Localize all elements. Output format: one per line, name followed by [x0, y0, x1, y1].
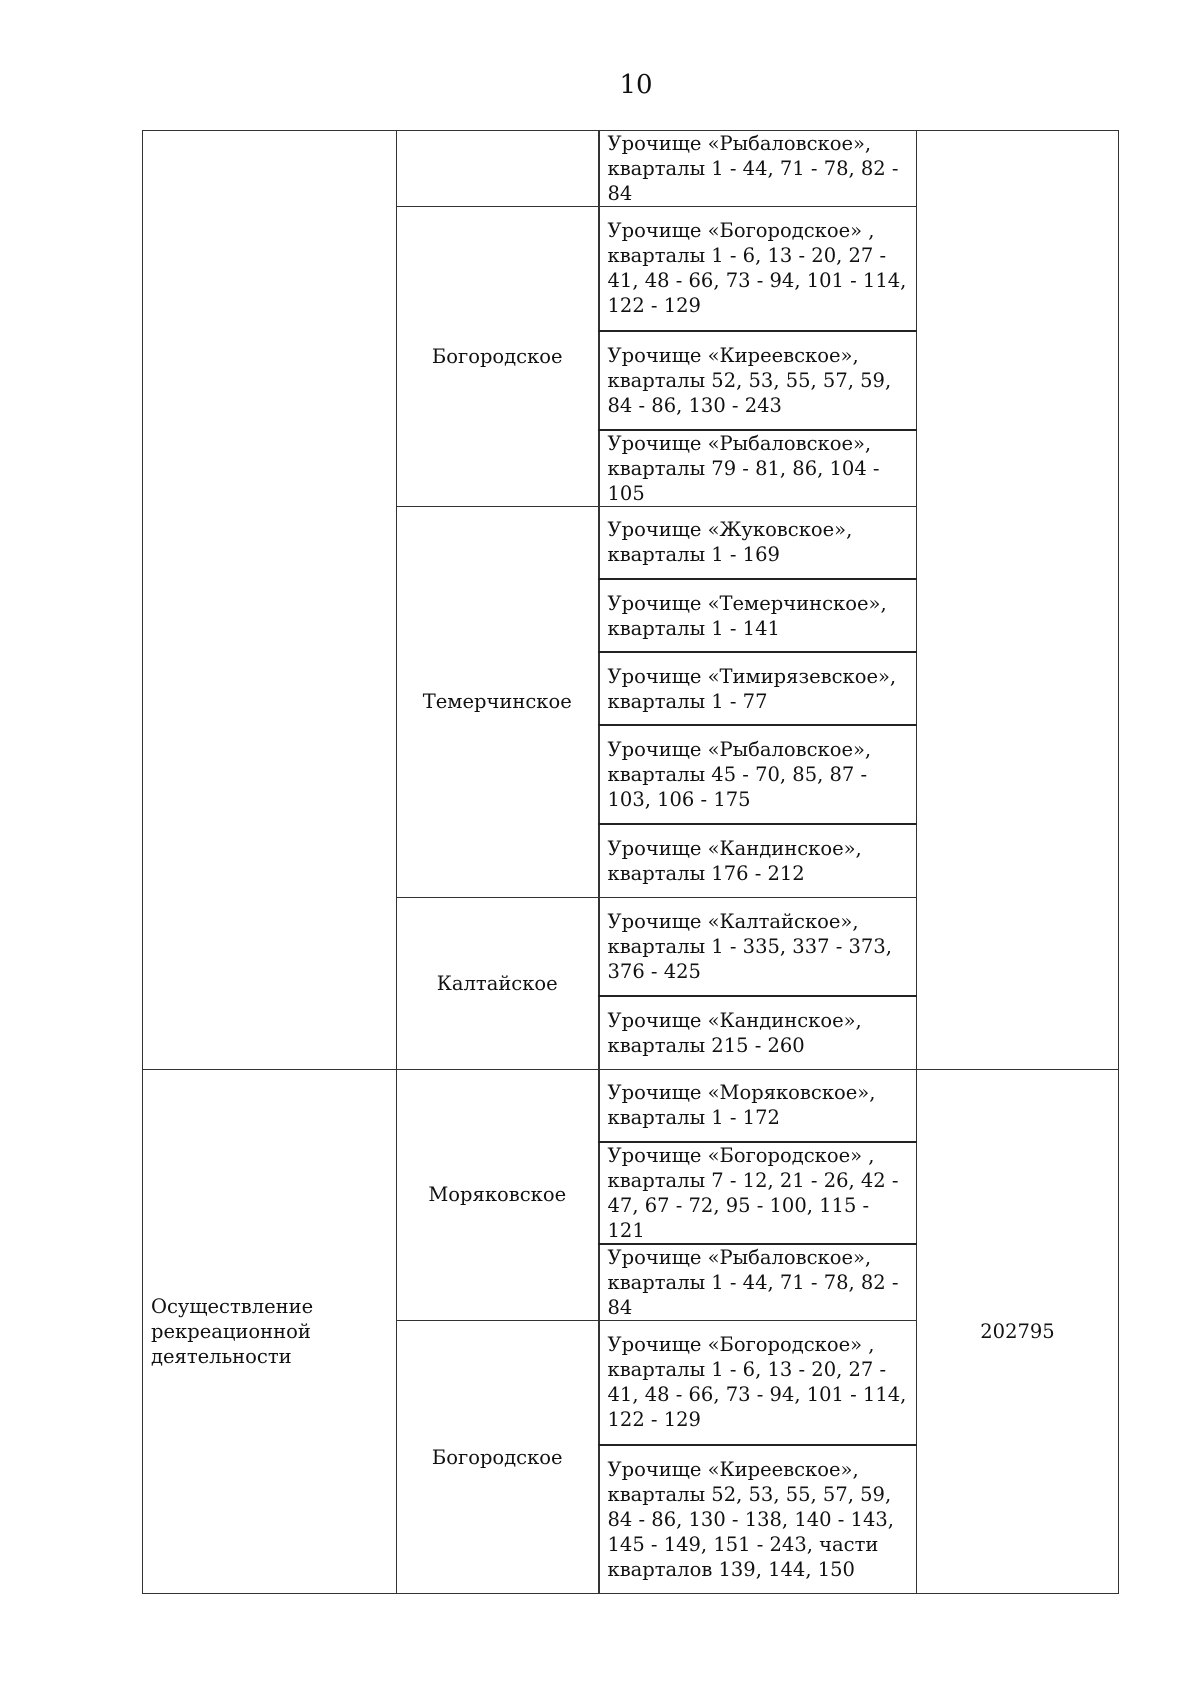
forestry-cell: Моряковское — [397, 1069, 599, 1321]
forestry-cell: Богородское — [397, 207, 599, 507]
tract-cell: Урочище «Калтайское», кварталы 1 - 335, 337 - 373, 376 - 425 — [599, 897, 917, 996]
page-number: 10 — [619, 70, 653, 100]
tract-cell: Урочище «Богородское» , кварталы 7 - 12, 21 - 26, 42 - 47, 67 - 72, 95 - 100, 115 - 121 — [599, 1142, 917, 1244]
tract-cell: Урочище «Рыбаловское», кварталы 1 - 44, 71 - 78, 82 - 84 — [599, 131, 917, 207]
tract-cell: Урочище «Моряковское», кварталы 1 - 172 — [599, 1069, 917, 1142]
area-cell — [917, 131, 1119, 1070]
tract-cell: Урочище «Киреевское», кварталы 52, 53, 55, 57, 59, 84 - 86, 130 - 243 — [599, 331, 917, 430]
tract-cell: Урочище «Тимирязевское», кварталы 1 - 77 — [599, 652, 917, 725]
tract-cell: Урочище «Кандинское», кварталы 176 - 212 — [599, 824, 917, 897]
forestry-table — [142, 130, 1119, 1594]
table-row — [143, 131, 1119, 207]
tract-cell: Урочище «Богородское» , кварталы 1 - 6, 13 - 20, 27 - 41, 48 - 66, 73 - 94, 101 - 114, 122 - 129 — [599, 207, 917, 331]
area-cell: 202795 — [917, 1069, 1119, 1594]
tract-cell: Урочище «Киреевское», кварталы 52, 53, 55, 57, 59, 84 - 86, 130 - 138, 140 - 143, 145 - 149, 151 - 243, части кварталов 139, 144, 150 — [599, 1445, 917, 1594]
tract-cell: Урочище «Жуковское», кварталы 1 - 169 — [599, 506, 917, 579]
table-row — [143, 1069, 1119, 1142]
forestry-cell: Богородское — [397, 1321, 599, 1594]
tract-cell: Урочище «Темерчинское», кварталы 1 - 141 — [599, 579, 917, 652]
activity-cell: Осуществление рекреационной деятельности — [143, 1069, 397, 1594]
tract-cell: Урочище «Богородское» , кварталы 1 - 6, 13 - 20, 27 - 41, 48 - 66, 73 - 94, 101 - 114, 122 - 129 — [599, 1321, 917, 1445]
tract-cell: Урочище «Кандинское», кварталы 215 - 260 — [599, 996, 917, 1069]
tract-cell: Урочище «Рыбаловское», кварталы 45 - 70, 85, 87 - 103, 106 - 175 — [599, 725, 917, 824]
activity-cell — [143, 131, 397, 1070]
tract-cell: Урочище «Рыбаловское», кварталы 79 - 81, 86, 104 - 105 — [599, 430, 917, 507]
forestry-cell: Темерчинское — [397, 506, 599, 897]
tract-cell: Урочище «Рыбаловское», кварталы 1 - 44, 71 - 78, 82 - 84 — [599, 1244, 917, 1321]
forestry-cell — [397, 131, 599, 207]
forestry-cell: Калтайское — [397, 897, 599, 1069]
